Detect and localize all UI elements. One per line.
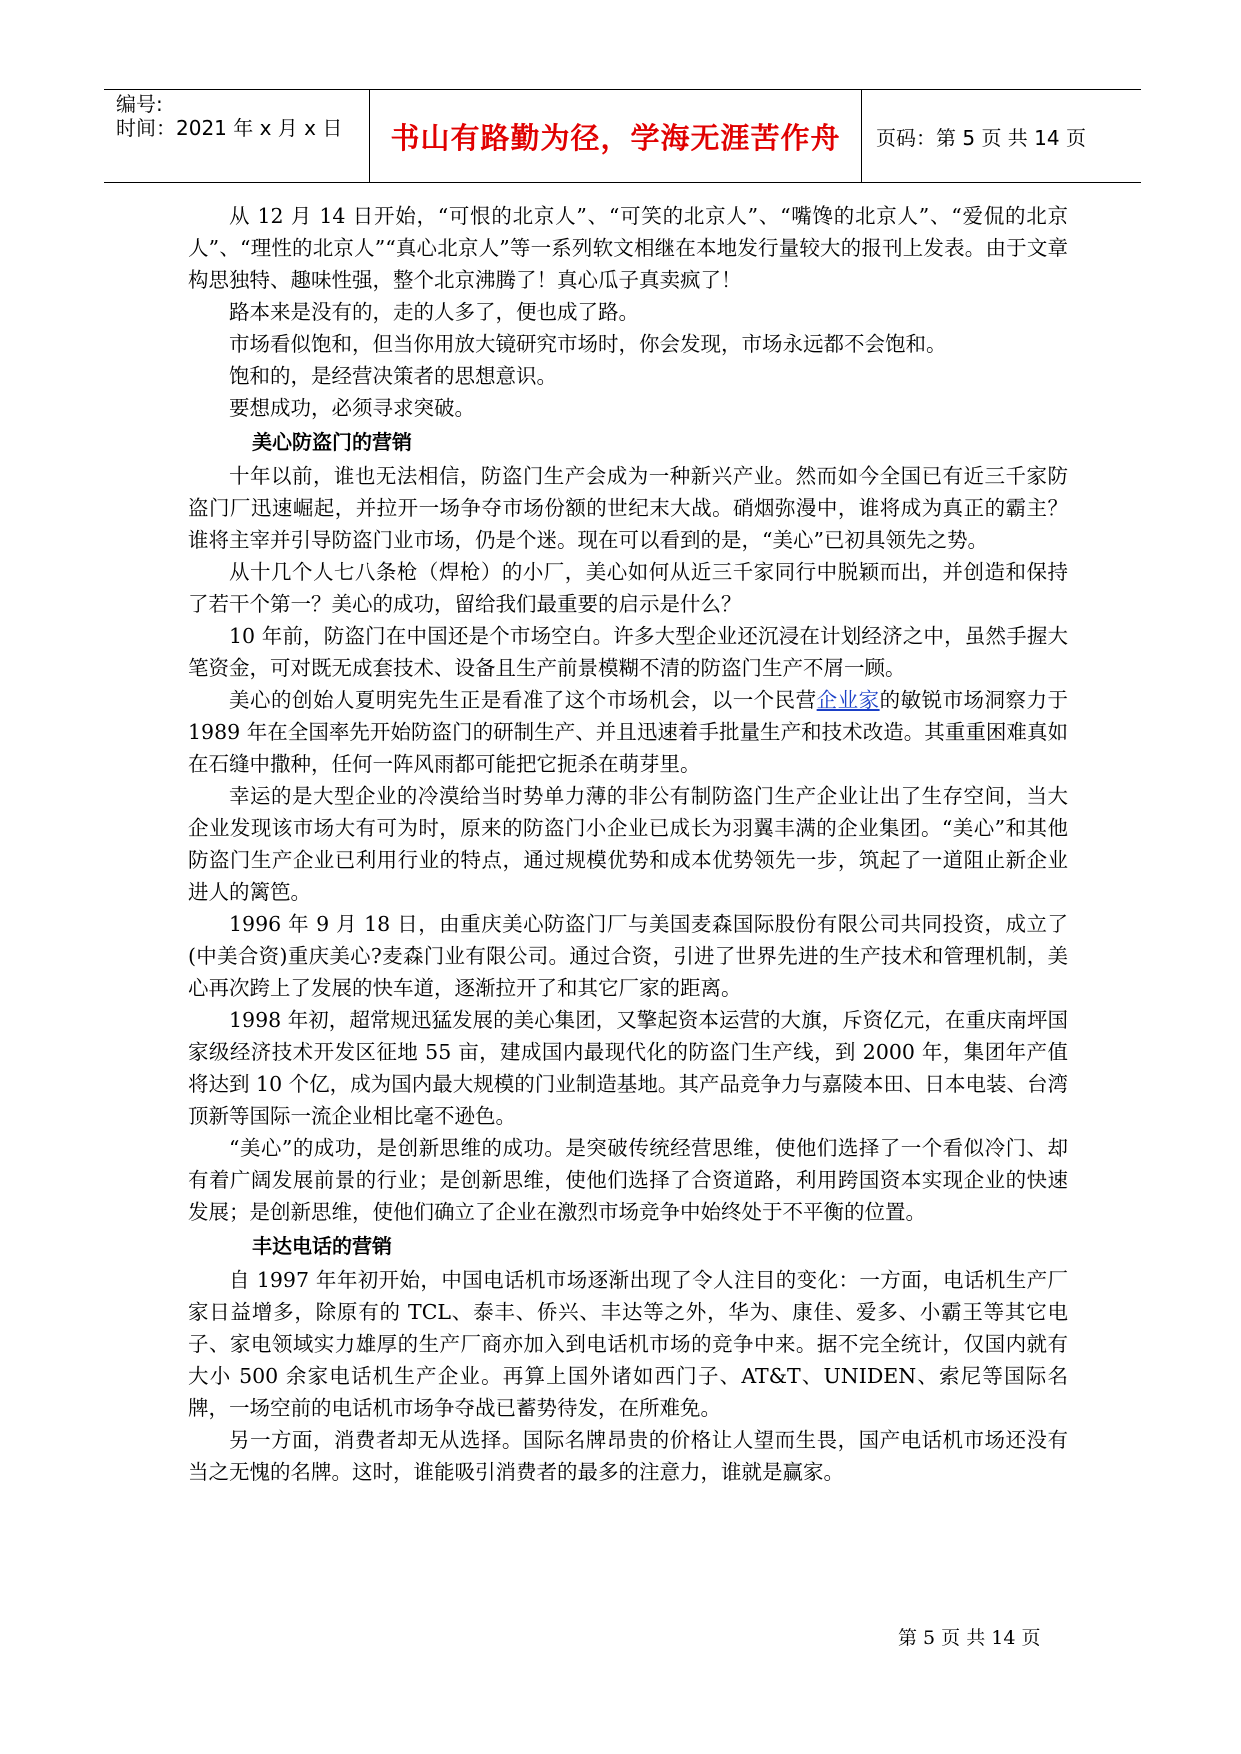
paragraph: 路本来是没有的，走的人多了，便也成了路。 (229, 300, 639, 324)
page-footer: 第 5 页 共 14 页 (898, 1627, 1041, 1649)
paragraph: 1996 年 9 月 18 日，由重庆美心防盗门厂与美国麦森国际股份有限公司共同投资，成立了(中美合资)重庆美心?麦森门业有限公司。通过合资，引进了世界先进的生产技术和管理机制，美心再次跨上了发展的快车道，逐渐拉开了和其它厂家的距离。 (188, 912, 1068, 1000)
paragraph: 市场看似饱和，但当你用放大镜研究市场时，你会发现，市场永远都不会饱和。 (229, 332, 947, 356)
paragraph-text: 美心的创始人夏明宪先生正是看准了这个市场机会，以一个民营 (229, 688, 817, 712)
paragraph: 从 12 月 14 日开始，“可恨的北京人”、“可笑的北京人”、“嘴馋的北京人”、“爱侃的北京人”、“理性的北京人”“真心北京人”等一系列软文相继在本地发行量较大的报刊上发表。由于文章构思独特、趣味性强，整个北京沸腾了！真心瓜子真卖疯了！ (188, 204, 1068, 292)
document-number-label: 编号: (116, 92, 163, 116)
header-motto-cell (370, 90, 862, 182)
paragraph: “美心”的成功，是创新思维的成功。是突破传统经营思维，使他们选择了一个看似冷门、却有着广阔发展前景的行业；是创新思维，使他们选择了合资道路，利用跨国资本实现企业的快速发展；是创新思维，使他们确立了企业在激烈市场竞争中始终处于不平衡的位置。 (188, 1136, 1068, 1224)
header-info-cell (104, 90, 370, 182)
paragraph-with-link (188, 684, 1068, 780)
paragraph-text: 的敏锐市场洞察力于 1989 年在全国率先开始防盗门的研制生产、并且迅速着手批量生产和技术改造。其重重困难真如在石缝中撒种，任何一阵风雨都可能把它扼杀在萌芽里。 (188, 688, 1069, 776)
paragraph: 自 1997 年年初开始，中国电话机市场逐渐出现了令人注目的变化：一方面，电话机生产厂家日益增多，除原有的 TCL、泰丰、侨兴、丰达等之外，华为、康佳、爱多、小霸王等其它电子、家电领域实力雄厚的生产厂商亦加入到电话机市场的竞争中来。据不完全统计，仅国内就有大小 500 余家电话机生产企业。再算上国外诸如西门子、AT&T、UNIDEN、索尼等国际名牌，一场空前的电话机市场争夺战已蓄势待发，在所难免。 (188, 1268, 1068, 1420)
document-body (188, 200, 1068, 1488)
page-header (104, 89, 1141, 183)
header-motto: 书山有路勤为径，学海无涯苦作舟 (390, 120, 841, 155)
paragraph: 幸运的是大型企业的冷漠给当时势单力薄的非公有制防盗门生产企业让出了生存空间，当大企业发现该市场大有可为时，原来的防盗门小企业已成长为羽翼丰满的企业集团。“美心”和其他防盗门生产企业已利用行业的特点，通过规模优势和成本优势领先一步，筑起了一道阻止新企业进人的篱笆。 (188, 784, 1068, 904)
document-time-label: 时间：2021 年 x 月 x 日 (116, 116, 343, 140)
paragraph: 1998 年初，超常规迅猛发展的美心集团，又擎起资本运营的大旗，斥资亿元，在重庆南坪国家级经济技术开发区征地 55 亩，建成国内最现代化的防盗门生产线，到 2000 年，集团年产值将达到 10 个亿，成为国内最大规模的门业制造基地。其产品竞争力与嘉陵本田、日本电装、台湾顶新等国际一流企业相比毫不逊色。 (188, 1008, 1068, 1128)
paragraph: 10 年前，防盗门在中国还是个市场空白。许多大型企业还沉浸在计划经济之中，虽然手握大笔资金，可对既无成套技术、设备且生产前景模糊不清的防盗门生产不屑一顾。 (188, 624, 1068, 680)
paragraph: 饱和的，是经营决策者的思想意识。 (229, 364, 557, 388)
paragraph: 要想成功，必须寻求突破。 (229, 396, 475, 420)
header-page-cell (862, 90, 1141, 182)
entrepreneur-link[interactable]: 企业家 (816, 688, 880, 712)
header-page-label: 页码：第 5 页 共 14 页 (876, 125, 1086, 150)
section-heading: 美心防盗门的营销 (252, 430, 412, 454)
paragraph: 十年以前，谁也无法相信，防盗门生产会成为一种新兴产业。然而如今全国已有近三千家防盗门厂迅速崛起，并拉开一场争夺市场份额的世纪末大战。硝烟弥漫中，谁将成为真正的霸主？谁将主宰并引导防盗门业市场，仍是个迷。现在可以看到的是，“美心”已初具领先之势。 (188, 464, 1068, 552)
paragraph: 从十几个人七八条枪（焊枪）的小厂，美心如何从近三千家同行中脱颖而出，并创造和保持了若干个第一？美心的成功，留给我们最重要的启示是什么？ (188, 560, 1068, 616)
paragraph: 另一方面，消费者却无从选择。国际名牌昂贵的价格让人望而生畏，国产电话机市场还没有当之无愧的名牌。这时，谁能吸引消费者的最多的注意力，谁就是赢家。 (188, 1428, 1068, 1484)
section-heading: 丰达电话的营销 (252, 1234, 392, 1258)
